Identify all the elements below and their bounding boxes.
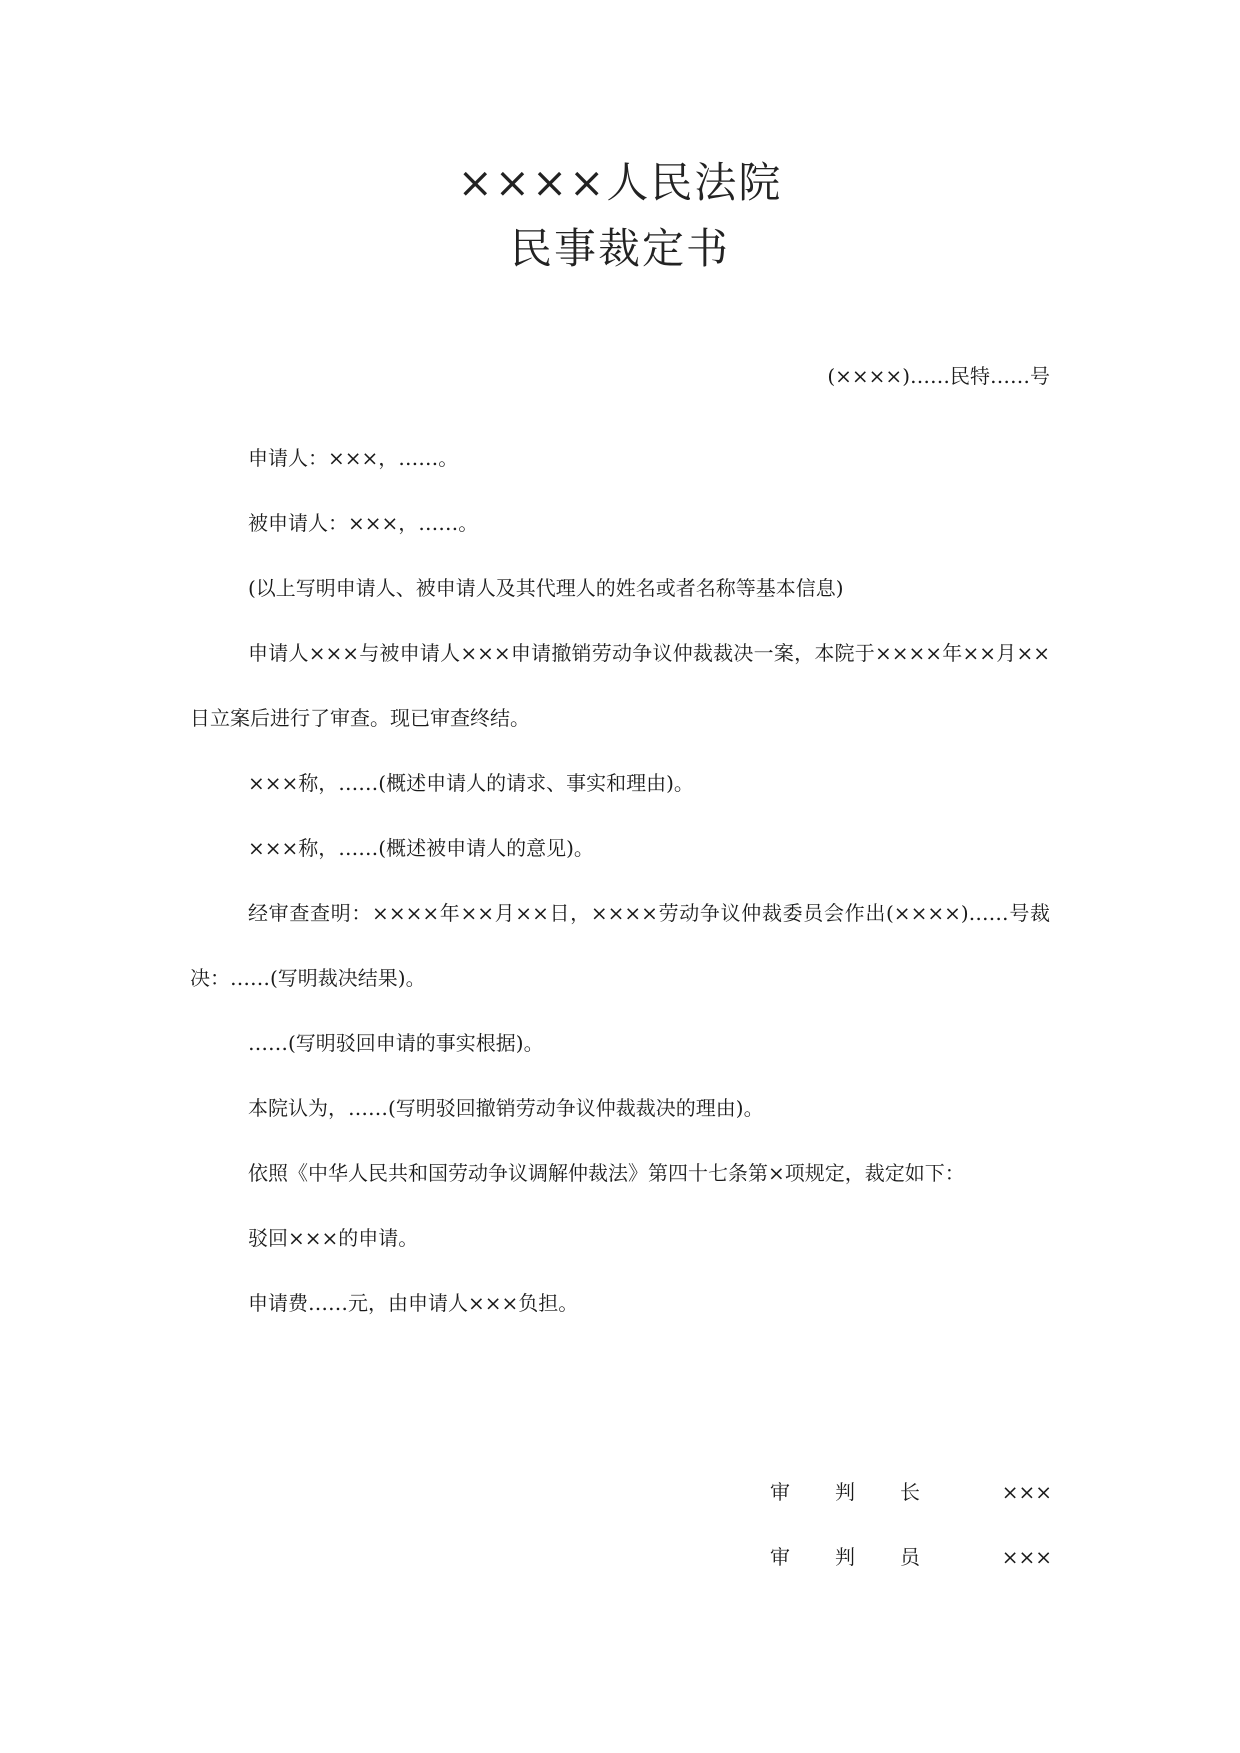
document-body	[190, 426, 1050, 1336]
paragraph-applicant-claim: ×××称，……(概述申请人的请求、事实和理由)。	[248, 771, 694, 795]
role-judge: 审 判 员	[770, 1545, 920, 1569]
signature-block	[770, 1460, 1052, 1590]
chief-judge-name: ×××	[1001, 1480, 1052, 1504]
document-type-title: 民事裁定书	[509, 224, 730, 273]
case-number: (××××)……民特……号	[827, 364, 1050, 388]
paragraph-legal-basis: 依照《中华人民共和国劳动争议调解仲裁法》第四十七条第×项规定，裁定如下：	[248, 1161, 965, 1185]
court-name-title: ××××人民法院	[457, 158, 783, 207]
signature-row-chief-judge	[770, 1460, 1052, 1525]
role-chief-judge: 审 判 长	[770, 1480, 920, 1504]
paragraph-case-intro: 申请人×××与被申请人×××申请撤销劳动争议仲裁裁决一案，本院于××××年××月××日立案后进行了审查。现已审查终结。	[190, 641, 1050, 730]
paragraph-respondent: 被申请人：×××，……。	[248, 511, 479, 535]
judge-name: ×××	[1001, 1545, 1052, 1569]
paragraph-ruling: 驳回×××的申请。	[248, 1226, 419, 1250]
paragraph-court-reasoning: 本院认为，……(写明驳回撤销劳动争议仲裁裁决的理由)。	[248, 1096, 764, 1120]
paragraph-party-note: (以上写明申请人、被申请人及其代理人的姓名或者名称等基本信息)	[248, 576, 844, 600]
paragraph-findings: 经审查查明：××××年××月××日，××××劳动争议仲裁委员会作出(××××)……号裁决：……(写明裁决结果)。	[190, 901, 1050, 990]
paragraph-respondent-opinion: ×××称，……(概述被申请人的意见)。	[248, 836, 594, 860]
paragraph-applicant: 申请人：×××，……。	[248, 446, 459, 470]
signature-row-judge	[770, 1525, 1052, 1590]
paragraph-fact-basis: ……(写明驳回申请的事实根据)。	[248, 1031, 544, 1055]
paragraph-fee: 申请费……元，由申请人×××负担。	[248, 1291, 579, 1315]
